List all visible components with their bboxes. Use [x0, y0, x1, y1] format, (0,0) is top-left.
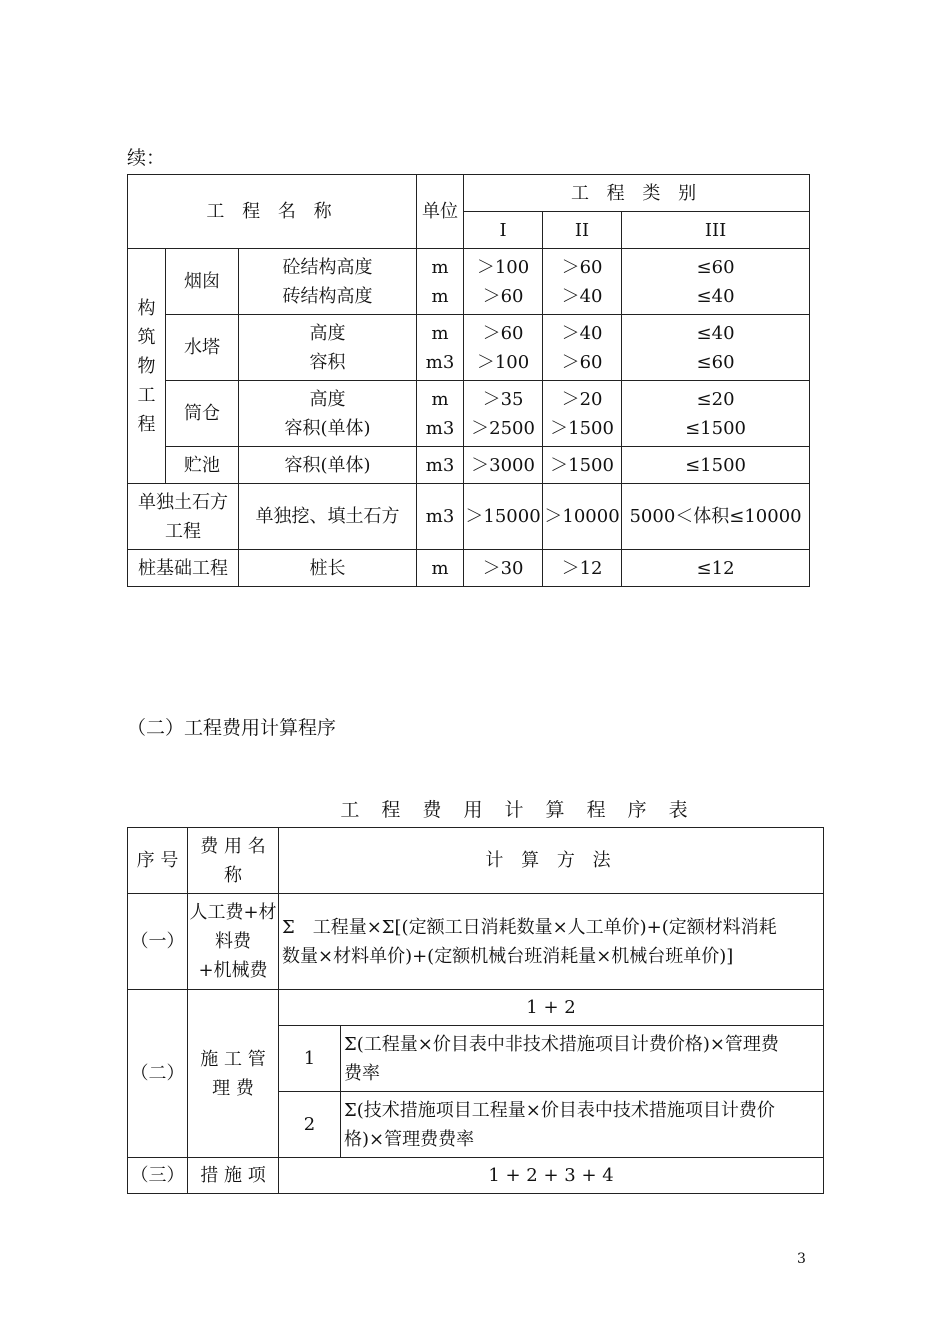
- c1-water-tower: ＞60 ＞100: [464, 315, 543, 381]
- units-silo: m m3: [417, 381, 464, 447]
- c3-water-tower: ≤40 ≤60: [622, 315, 810, 381]
- c2-silo: ＞20 ＞1500: [543, 381, 622, 447]
- continued-label: 续：: [127, 147, 166, 169]
- page-number: 3: [797, 1251, 806, 1267]
- units-water-tower: m m3: [417, 315, 464, 381]
- item-pile: 桩长: [239, 550, 417, 587]
- c3-pile: ≤12: [622, 550, 810, 587]
- c1-earthwork: ＞15000: [464, 484, 543, 550]
- header-class-2: II: [543, 212, 622, 249]
- c2-water-tower: ＞40 ＞60: [543, 315, 622, 381]
- c1-chimney: ＞100 ＞60: [464, 249, 543, 315]
- items-chimney: 砼结构高度 砖结构高度: [239, 249, 417, 315]
- row2-sub1-no: 1: [279, 1026, 341, 1092]
- c1-pool: ＞3000: [464, 447, 543, 484]
- c3-silo: ≤20 ≤1500: [622, 381, 810, 447]
- project-category-table: [127, 174, 810, 587]
- table2-title: 工 程 费 用 计 算 程 序 表: [340, 799, 696, 821]
- items-silo: 高度 容积(单体): [239, 381, 417, 447]
- row2-sub1-text: Σ(工程量×价目表中非技术措施项目计费价格)×管理费 费率: [341, 1026, 824, 1092]
- c2-chimney: ＞60 ＞40: [543, 249, 622, 315]
- header-category: 工 程 类 别: [464, 175, 810, 212]
- unit-pile: m: [417, 550, 464, 587]
- header-class-3: III: [622, 212, 810, 249]
- c3-earthwork: 5000＜体积≤10000: [622, 484, 810, 550]
- row1-seq: （一）: [128, 894, 188, 990]
- c2-pile: ＞12: [543, 550, 622, 587]
- c2-earthwork: ＞10000: [543, 484, 622, 550]
- group-earthwork: 单独土石方 工程: [128, 484, 239, 550]
- c3-pool: ≤1500: [622, 447, 810, 484]
- group-structures: 构 筑 物 工 程: [128, 249, 166, 484]
- row3-seq: （三）: [128, 1158, 188, 1194]
- row3-name: 措 施 项: [188, 1158, 279, 1194]
- c1-silo: ＞35 ＞2500: [464, 381, 543, 447]
- row3-formula: 1 + 2 + 3 + 4: [279, 1158, 824, 1194]
- row1-method: Σ 工程量×Σ[(定额工日消耗数量×人工单价)+(定额材料消耗 数量×材料单价)+(定额机械台班消耗量×机械台班单价)]: [279, 894, 824, 990]
- unit-earthwork: m3: [417, 484, 464, 550]
- c3-chimney: ≤60 ≤40: [622, 249, 810, 315]
- units-pool: m3: [417, 447, 464, 484]
- row2-seq: （二）: [128, 990, 188, 1158]
- sub-pool: 贮池: [166, 447, 239, 484]
- items-water-tower: 高度 容积: [239, 315, 417, 381]
- section-heading: （二）工程费用计算程序: [127, 717, 337, 739]
- fee-calculation-table: [127, 827, 824, 1194]
- row2-formula: 1 + 2: [279, 990, 824, 1026]
- header-seq: 序 号: [128, 828, 188, 894]
- item-earthwork: 单独挖、填土石方: [239, 484, 417, 550]
- row2-sub2-no: 2: [279, 1092, 341, 1158]
- row1-name: 人工费+材 料费 +机械费: [188, 894, 279, 990]
- units-chimney: m m: [417, 249, 464, 315]
- c1-pile: ＞30: [464, 550, 543, 587]
- row2-name: 施 工 管 理 费: [188, 990, 279, 1158]
- sub-silo: 筒仓: [166, 381, 239, 447]
- header-project-name: 工 程 名 称: [128, 175, 417, 249]
- sub-water-tower: 水塔: [166, 315, 239, 381]
- header-class-1: I: [464, 212, 543, 249]
- row2-sub2-text: Σ(技术措施项目工程量×价目表中技术措施项目计费价 格)×管理费费率: [341, 1092, 824, 1158]
- header-method: 计 算 方 法: [279, 828, 824, 894]
- sub-chimney: 烟囱: [166, 249, 239, 315]
- items-pool: 容积(单体): [239, 447, 417, 484]
- header-unit: 单位: [417, 175, 464, 249]
- group-pile: 桩基础工程: [128, 550, 239, 587]
- header-fee-name: 费 用 名 称: [188, 828, 279, 894]
- c2-pool: ＞1500: [543, 447, 622, 484]
